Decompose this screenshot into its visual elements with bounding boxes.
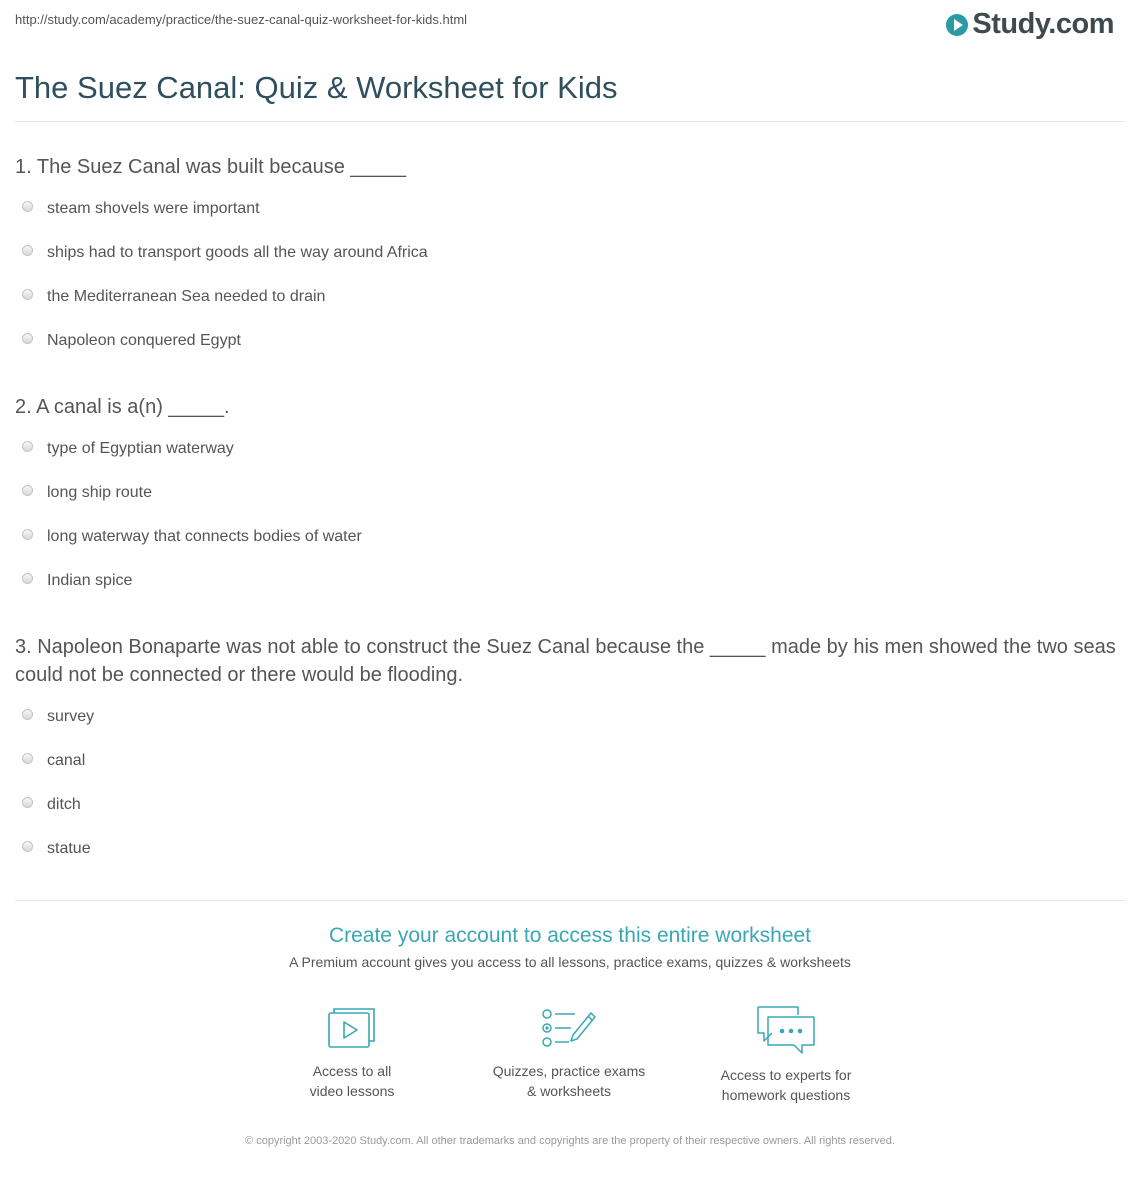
answer-label: long waterway that connects bodies of water: [47, 528, 362, 545]
study-logo[interactable]: [946, 8, 1114, 41]
page-title: The Suez Canal: Quiz & Worksheet for Kids: [15, 70, 618, 105]
feature-label-line2: video lessons: [309, 1083, 395, 1099]
answer-option[interactable]: [22, 528, 362, 546]
chat-bubbles-icon: [754, 1005, 818, 1055]
cta-divider: [15, 900, 1125, 901]
answer-label: Napoleon conquered Egypt: [47, 332, 241, 349]
answer-label: long ship route: [47, 484, 152, 501]
answer-option[interactable]: [22, 440, 234, 458]
quiz-checklist-icon: [541, 1005, 597, 1051]
radio-button[interactable]: [22, 709, 33, 720]
radio-button[interactable]: [22, 753, 33, 764]
feature-label-line2: homework questions: [721, 1087, 851, 1103]
radio-button[interactable]: [22, 333, 33, 344]
radio-button[interactable]: [22, 797, 33, 808]
feature-label-line2: & worksheets: [526, 1083, 612, 1099]
radio-button[interactable]: [22, 841, 33, 852]
answer-label: ships had to transport goods all the way around Africa: [47, 244, 428, 261]
answer-option[interactable]: [22, 840, 91, 858]
radio-button[interactable]: [22, 529, 33, 540]
create-account-link[interactable]: Create your account to access this entire worksheet: [328, 924, 812, 947]
feature-label-line1: Access to all: [312, 1063, 392, 1079]
question-1: 1. The Suez Canal was built because _____: [15, 156, 407, 178]
answer-option[interactable]: [22, 244, 428, 262]
answer-option[interactable]: [22, 752, 85, 770]
answer-label: survey: [47, 708, 95, 725]
top-bar: [0, 0, 1140, 50]
answer-label: the Mediterranean Sea needed to drain: [47, 288, 326, 305]
answer-label: type of Egyptian waterway: [47, 440, 234, 457]
feature-label-line1: Access to experts for: [720, 1067, 852, 1083]
answer-label: Indian spice: [47, 572, 133, 589]
radio-button[interactable]: [22, 573, 33, 584]
answer-option[interactable]: [22, 484, 152, 502]
answer-option[interactable]: [22, 708, 94, 726]
feature-experts: [686, 1005, 886, 1105]
radio-button[interactable]: [22, 289, 33, 300]
feature-video-lessons: [252, 1005, 452, 1101]
answer-option[interactable]: [22, 572, 132, 590]
page-url[interactable]: http://study.com/academy/practice/the-suez-canal-quiz-worksheet-for-kids.html: [15, 12, 468, 27]
answer-option[interactable]: [22, 332, 241, 350]
answer-label: steam shovels were important: [47, 200, 260, 217]
copyright-notice: © copyright 2003-2020 Study.com. All other trademarks and copyrights are the property of their respective owners. All rights reserved.: [245, 1135, 895, 1147]
radio-button[interactable]: [22, 245, 33, 256]
radio-button[interactable]: [22, 201, 33, 212]
video-lessons-icon: [326, 1005, 378, 1051]
answer-label: statue: [47, 840, 91, 857]
answer-label: ditch: [47, 796, 81, 813]
title-divider: [15, 121, 1125, 122]
answer-option[interactable]: [22, 288, 325, 306]
play-logo-icon: [946, 14, 968, 36]
feature-label-line1: Quizzes, practice exams: [492, 1063, 646, 1079]
radio-button[interactable]: [22, 485, 33, 496]
answer-option[interactable]: [22, 796, 81, 814]
question-3: 3. Napoleon Bonaparte was not able to construct the Suez Canal because the _____ made by his men showed the two seas could not be connected or there would be flooding.: [15, 636, 1116, 686]
logo-text: Study.com: [972, 8, 1114, 40]
answer-option[interactable]: [22, 200, 260, 218]
radio-button[interactable]: [22, 441, 33, 452]
question-2: 2. A canal is a(n) _____.: [15, 396, 230, 418]
premium-description: A Premium account gives you access to all lessons, practice exams, quizzes & worksheets: [289, 954, 851, 970]
answer-label: canal: [47, 752, 86, 769]
feature-quizzes: [469, 1005, 669, 1101]
